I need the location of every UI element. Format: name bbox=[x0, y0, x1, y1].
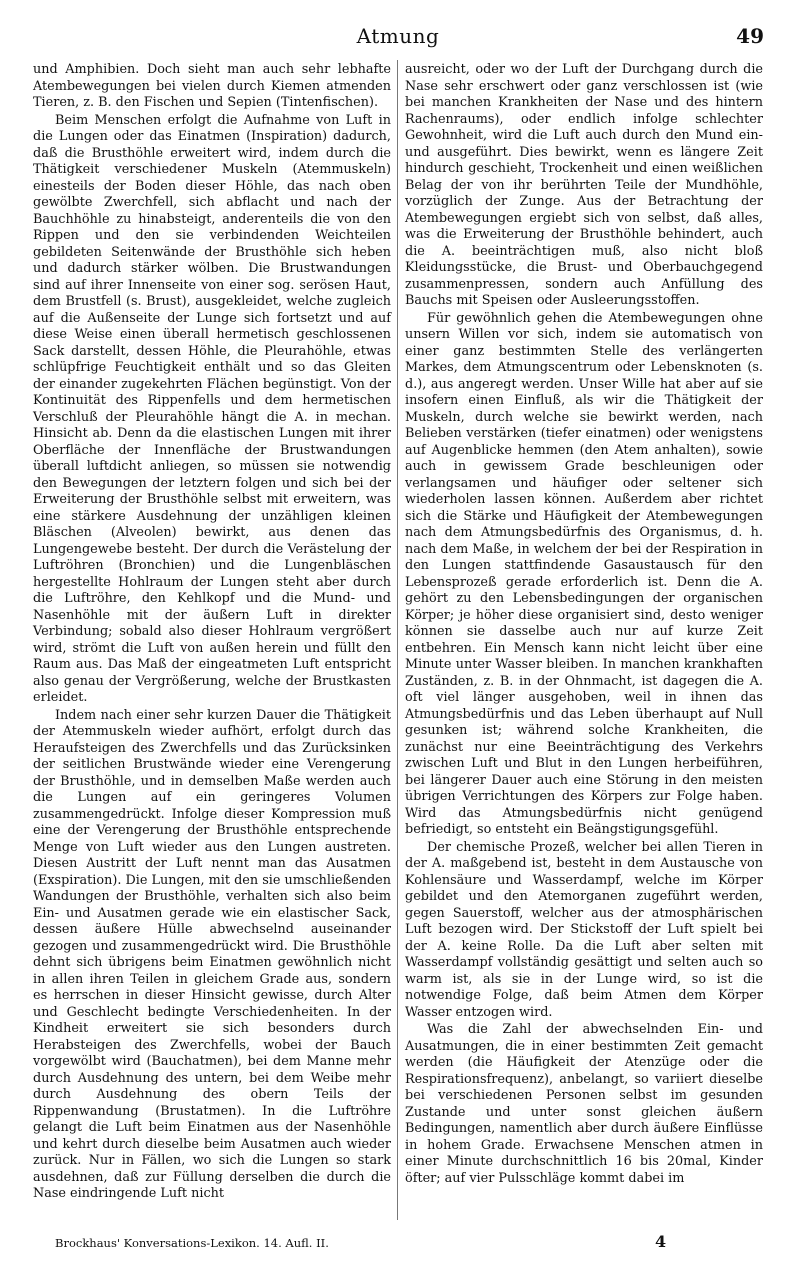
imprint-line: Brockhaus' Konversations-Lexikon. 14. Aufl. II. bbox=[55, 1236, 329, 1250]
column-divider bbox=[397, 60, 398, 1220]
paragraph: Indem nach einer sehr kurzen Dauer die Thätigkeit der Atemmuskeln wieder aufhört, erfolgt durch das Heraufsteigen des Zwerchfells und das Zurücksinken der seitlichen Brustwände wieder eine Verengerung der Brusthöhle, und in demselben Maße werden auch die Lungen auf ein geringeres Volumen zusammengedrückt. Infolge dieser Kompression muß eine der Verengerung der Brusthöhle entsprechende Menge von Luft wieder aus den Lungen austreten. Diesen Austritt der Luft nennt man das Ausatmen (Exspiration). Die Lungen, mit den sie umschließenden Wandungen der Brusthöhle, verhalten sich also beim Ein- und Ausatmen gerade wie ein elastischer Sack, dessen äußere Hülle abwechselnd auseinander gezogen und zusammengedrückt wird. Die Brusthöhle dehnt sich übrigens beim Einatmen gewöhnlich nicht in allen ihren Teilen in gleichem Grade aus, sondern es herrschen in dieser Hinsicht gewisse, durch Alter und Geschlecht bedingte Verschiedenheiten. In der Kindheit erweitert sie sich besonders durch Herabsteigen des Zwerchfells, wobei der Bauch vorgewölbt wird (Bauchatmen), bei dem Manne mehr durch Ausdehnung des untern, bei dem Weibe mehr durch Ausdehnung des obern Teils der Rippenwandung (Brustatmen). In die Luftröhre gelangt die Luft beim Einatmen aus der Nasenhöhle und kehrt durch dieselbe beim Ausatmen auch wieder zurück. Nur in Fällen, wo sich die Lungen so stark ausdehnen, daß zur Füllung derselben die durch die Nase eindringende Luft nicht bbox=[33, 707, 391, 1201]
paragraph: und Amphibien. Doch sieht man auch sehr lebhafte Atembewegungen bei vielen durch Kiemen atmenden Tieren, z. B. den Fischen und Sepien (Tintenfischen). bbox=[33, 62, 391, 110]
page-number: 49 bbox=[736, 24, 764, 48]
paragraph: Beim Menschen erfolgt die Aufnahme von Luft in die Lungen oder das Einatmen (Inspiration) dadurch, daß die Brusthöhle erweitert wird, indem durch die Thätigkeit verschiedener Muskeln (Atemmuskeln) einesteils der Boden dieser Höhle, das nach oben gewölbte Zwerchfell, sich abflacht und nach der Bauchhöhle zu hinabsteigt, anderenteils die von den Rippen und den sie verbindenden Weichteilen gebildeten Seitenwände der Brusthöhle sich heben und dadurch stärker wölben. Die Brustwandungen sind auf ihrer Innenseite von einer sog. serösen Haut, dem Brustfell (s. Brust), ausgekleidet, welche zugleich auf die Außenseite der Lunge sich fortsetzt und auf diese Weise einen überall hermetisch geschlossenen Sack darstellt, dessen Höhle, die Pleurahöhle, etwas schlüpfrige Feuchtigkeit enthält und so das Gleiten der einander zugekehrten Flächen begünstigt. Von der Kontinuität des Rippenfells und dem hermetischen Verschluß der Pleurahöhle hängt die A. in mechan. Hinsicht ab. Denn da die elastischen Lungen mit ihrer Oberfläche der Innenfläche der Brustwandungen überall luftdicht anliegen, so müssen sie notwendig den Bewegungen der letztern folgen und sich bei der Erweiterung der Brusthöhle selbst mit erweitern, was eine stärkere Ausdehnung der unzähligen kleinen Bläschen (Alveolen) bewirkt, aus denen das Lungengewebe besteht. Der durch die Verästelung der Luftröhren (Bronchien) und die Lungenbläschen hergestellte Hohlraum der Lungen steht aber durch die Luftröhre, den Kehlkopf und die Mund- und Nasenhöhle mit der äußern Luft in direkter Verbindung; sobald also dieser Hohlraum vergrößert wird, strömt die Luft von außen herein und füllt den Raum aus. Das Maß der eingeatmeten Luft entspricht also genau der Vergrößerung, welche der Brustkasten erleidet. bbox=[33, 112, 391, 705]
paragraph: Was die Zahl der abwechselnden Ein- und Ausatmungen, die in einer bestimmten Zeit gemacht werden (die Häufigkeit der Atenzüge oder die Respirationsfrequenz), anbelangt, so variiert dieselbe bei verschiedenen Personen selbst im gesunden Zustande und unter sonst gleichen äußern Bedingungen, namentlich aber durch äußere Einflüsse in hohem Grade. Erwachsene Menschen atmen in einer Minute durchschnittlich 16 bis 20mal, Kinder öfter; auf vier Pulsschläge kommt dabei im bbox=[405, 1022, 763, 1186]
paragraph: ausreicht, oder wo der Luft der Durchgang durch die Nase sehr erschwert oder ganz verschlossen ist (wie bei manchen Krankheiten der Nase und des hintern Rachenraums), oder endlich infolge schlechter Gewohnheit, wird die Luft auch durch den Mund ein- und ausgeführt. Dies bewirkt, wenn es längere Zeit hindurch geschieht, Trockenheit und einen weißlichen Belag der von ihr berührten Teile der Mundhöhle, vorzüglich der Zunge. Aus der Betrachtung der Atembewegungen ergiebt sich von selbst, daß alles, was die Erweiterung der Brusthöhle behindert, auch die A. beeinträchtigen muß, also nicht bloß Kleidungsstücke, die Brust- und Oberbauchgegend zusammenpressen, sondern auch Anfüllung des Bauchs mit Speisen oder Ausleerungsstoffen. bbox=[405, 62, 763, 308]
signature-mark: 4 bbox=[655, 1232, 667, 1251]
page-header bbox=[32, 24, 764, 54]
paragraph: Der chemische Prozeß, welcher bei allen Tieren in der A. maßgebend ist, besteht in dem Austausche von Kohlensäure und Wasserdampf, welche im Körper gebildet und den Atemorganen zugeführt werden, gegen Sauerstoff, welcher aus der atmosphärischen Luft bezogen wird. Der Stickstoff der Luft spielt bei der A. keine Rolle. Da die Luft aber selten mit Wasserdampf vollständig gesättigt und selten auch so warm ist, als sie in der Lunge wird, so ist die notwendige Folge, daß beim Atmen dem Körper Wasser entzogen wird. bbox=[405, 839, 763, 1020]
paragraph: Für gewöhnlich gehen die Atembewegungen ohne unsern Willen vor sich, indem sie automatisch von einer ganz bestimmten Stelle des verlängerten Markes, dem Atmungscentrum oder Lebensknoten (s. d.), aus angeregt werden. Unser Wille hat aber auf sie insofern einen Einfluß, als wir die Thätigkeit der Muskeln, durch welche sie bewirkt werden, nach Belieben verstärken (tiefer einatmen) oder wenigstens auf Augenblicke hemmen (den Atem anhalten), sowie auch in gewissem Grade beschleunigen oder verlangsamen und häufiger oder seltener sich wiederholen lassen können. Außerdem aber richtet sich die Stärke und Häufigkeit der Atembewegungen nach dem Atmungsbedürfnis des Organismus, d. h. nach dem Maße, in welchem der bei der Respiration in den Lungen stattfindende Gasaustausch für den Lebensprozeß gerade erforderlich ist. Denn die A. gehört zu den Lebensbedingungen der organischen Körper; je höher diese organisiert sind, desto weniger können sie dasselbe auch nur auf kurze Zeit entbehren. Ein Mensch kann nicht leicht über eine Minute unter Wasser bleiben. In manchen krankhaften Zuständen, z. B. in der Ohnmacht, ist dagegen die A. oft viel länger ausgehoben, weil in ihnen das Atmungsbedürfnis und das Leben überhaupt auf Null gesunken ist; während solche Krankheiten, die zunächst nur eine Beeinträchtigung des Verkehrs zwischen Luft und Blut in den Lungen herbeiführen, bei längerer Dauer auch eine Störung in den meisten übrigen Verrichtungen des Körpers zur Folge haben. Wird das Atmungsbedürfnis nicht genügend befriedigt, so entsteht ein Beängstigungsgefühl. bbox=[405, 310, 763, 837]
left-column bbox=[33, 62, 391, 1203]
right-column bbox=[405, 62, 763, 1187]
page-footer bbox=[33, 1232, 764, 1256]
running-head: Atmung bbox=[356, 24, 440, 48]
